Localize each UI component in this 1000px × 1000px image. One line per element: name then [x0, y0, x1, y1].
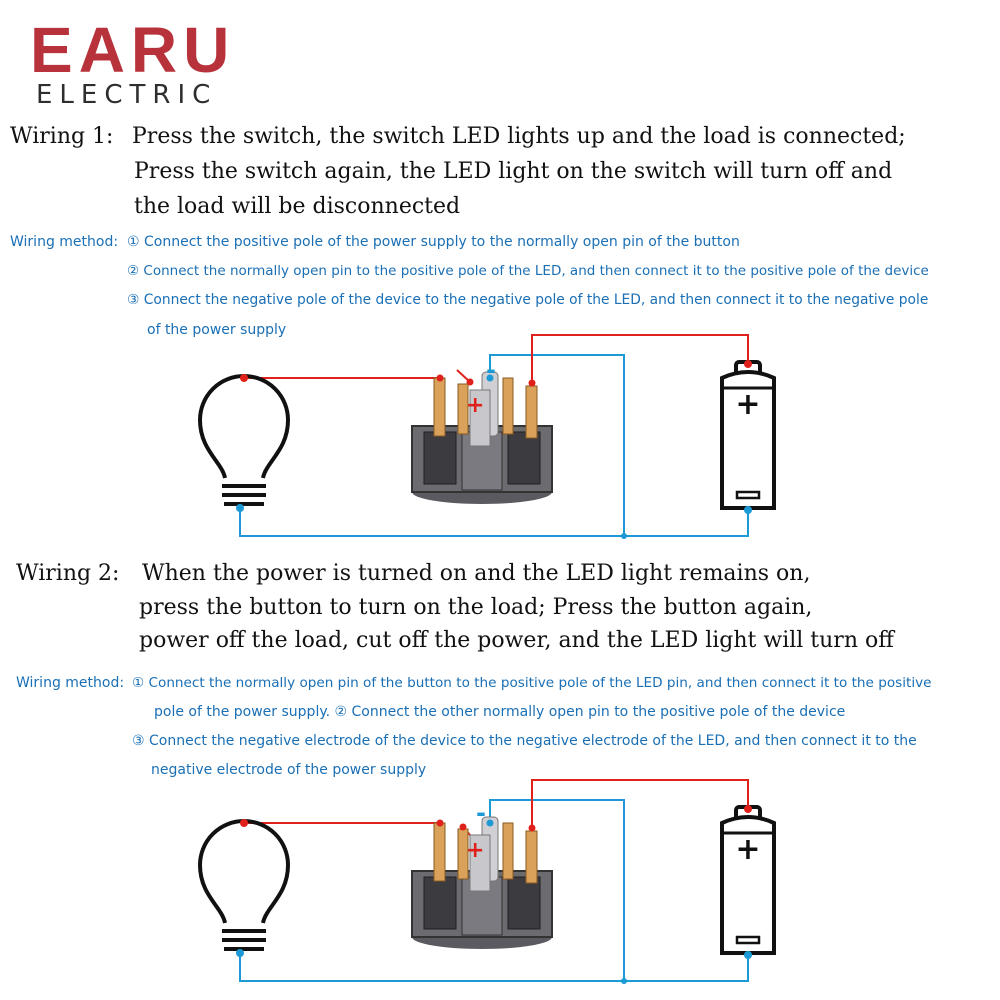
- wiring1-method-step-2: ② Connect the normally open pin to the positive pole of the LED, and then connect it to the positive pole of the device: [127, 263, 929, 279]
- battery-icon: [722, 362, 774, 508]
- wiring1-method-label: Wiring method:: [10, 234, 119, 250]
- wiring2-label: Wiring 2:: [16, 561, 120, 586]
- light-bulb-icon: [200, 821, 288, 949]
- wiring2-line-3: power off the load, cut off the power, and the LED light will turn off: [139, 628, 894, 653]
- wiring2-method-step-3: ③ Connect the negative electrode of the device to the negative electrode of the LED, and then connect it to the: [132, 733, 917, 749]
- wiring1-method: [10, 228, 995, 346]
- wiring1-line-2: Press the switch again, the LED light on the switch will turn off and: [134, 159, 893, 184]
- logo-main-text: EARU: [30, 14, 236, 86]
- wiring1-method-step-1: ① Connect the positive pole of the power supply to the normally open pin of the button: [127, 234, 740, 250]
- earu-logo: [30, 14, 245, 109]
- wiring2-method-step-1-cont: pole of the power supply. ② Connect the other normally open pin to the positive pole of the device: [154, 704, 846, 720]
- push-button-switch-icon: [412, 817, 552, 949]
- wiring2-red-wire-battery: [532, 780, 748, 828]
- wiring1-led-minus-label: -: [486, 356, 496, 384]
- logo-sub-text: ELECTRIC: [36, 80, 218, 110]
- wiring2-led-plus-label: +: [466, 838, 485, 863]
- wiring2-heading: [16, 557, 996, 659]
- wiring2-method-step-1: ① Connect the normally open pin of the button to the positive pole of the LED pin, and then connect it to the positive: [132, 675, 932, 691]
- light-bulb-icon: [200, 376, 288, 504]
- wiring2-method-step-3-cont: negative electrode of the power supply: [151, 762, 427, 778]
- battery1-plus: +: [735, 387, 761, 422]
- wiring1-method-step-3: ③ Connect the negative pole of the device to the negative pole of the LED, and then connect it to the negative pole: [127, 292, 929, 308]
- wiring1-red-wire-battery: [532, 335, 748, 383]
- wiring1-led-plus-label: +: [466, 393, 485, 418]
- wiring2-blue-wire: [240, 953, 748, 981]
- wiring1-method-step-3-cont: of the power supply: [147, 322, 287, 338]
- wiring1-diagram: [0, 330, 1000, 550]
- wiring2-method: [16, 669, 996, 787]
- battery2-plus: +: [735, 832, 761, 867]
- wiring1-label: Wiring 1:: [10, 124, 114, 149]
- wiring2-line-2: press the button to turn on the load; Press the button again,: [139, 595, 813, 620]
- wiring1-red-wire-bulb: [244, 378, 440, 385]
- wiring1-line-3: the load will be disconnected: [134, 194, 461, 219]
- wiring1-blue-wire: [240, 508, 748, 536]
- wiring2-method-label: Wiring method:: [16, 675, 125, 691]
- wiring2-red-wire-bulb: [244, 823, 440, 830]
- push-button-switch-icon: [412, 372, 552, 504]
- wiring1-heading: [10, 120, 995, 225]
- wiring2-line-1: When the power is turned on and the LED light remains on,: [142, 561, 811, 586]
- wiring2-diagram: [0, 775, 1000, 995]
- wiring2-led-minus-label: -: [476, 799, 486, 827]
- wiring1-line-1: Press the switch, the switch LED lights up and the load is connected;: [132, 124, 906, 149]
- battery-icon: [722, 807, 774, 953]
